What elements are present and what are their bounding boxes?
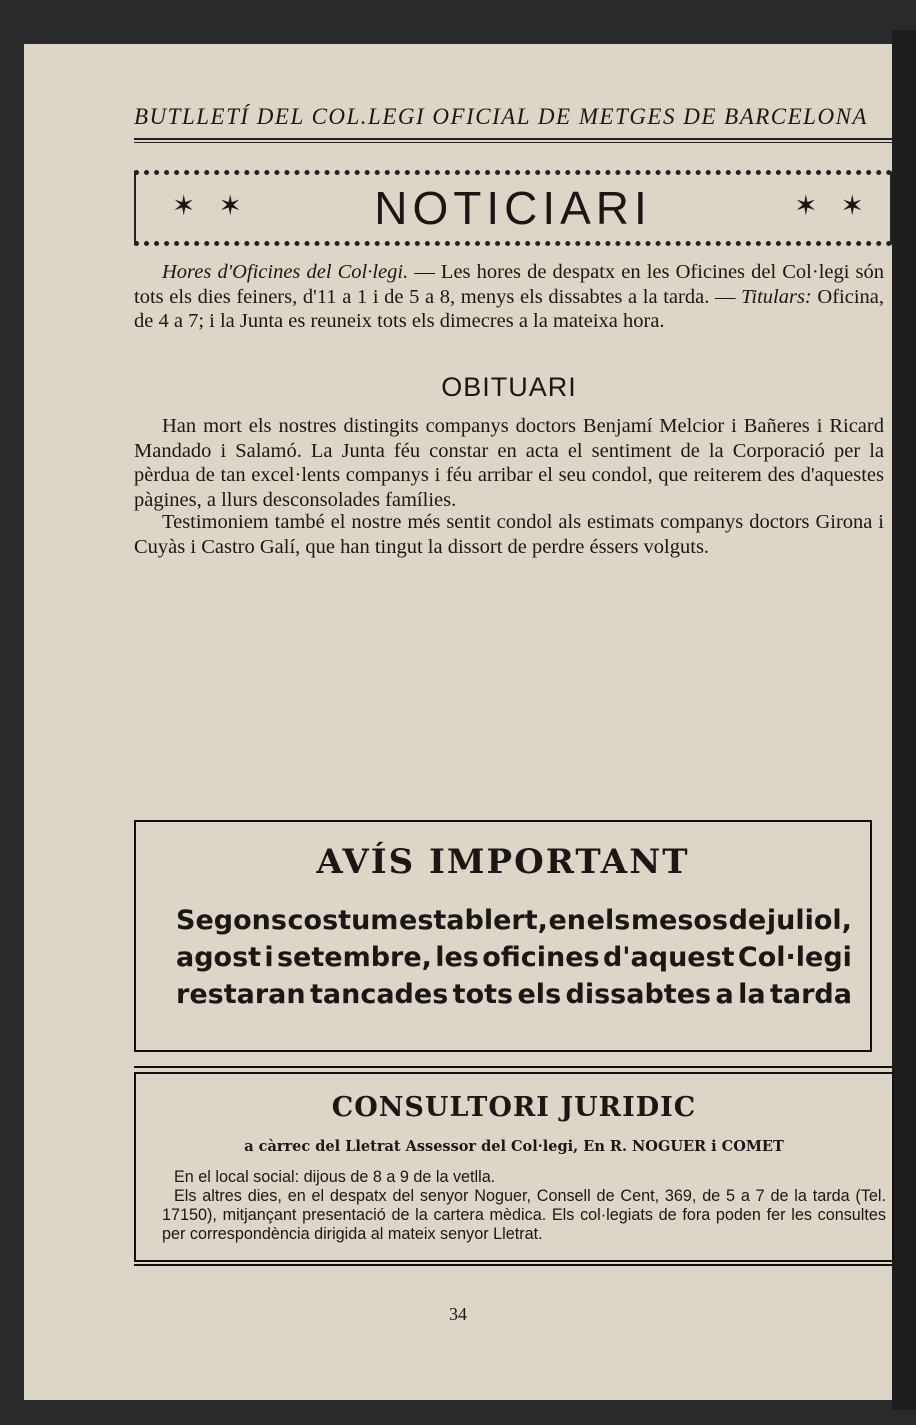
star-ornament-right-icon: ✶ ✶ [794,191,872,222]
notice-word: i [264,942,274,973]
notice-word: Segons [176,905,287,936]
notice-box [134,820,872,1052]
document-page [24,44,892,1400]
notice-line [176,976,852,1013]
notice-word: agost [176,942,262,973]
notice-word: els [517,979,562,1010]
notice-word: mesos [630,905,729,936]
running-header: BUTLLETÍ DEL COL.LEGI OFICIAL DE METGES DE BARCELONA [134,104,868,129]
notice-line [176,939,852,976]
notice-word: la [738,979,766,1010]
office-hours-title: Hores d'Oficines del Col·legi. [162,261,409,283]
consultori-bottom-rule [134,1264,892,1266]
notice-word: oficines [482,942,600,973]
notice-word: dissabtes [565,979,712,1010]
page-number: 34 [449,1304,467,1324]
consultori-line-1: En el local social: dijous de 8 a 9 de la vetlla. [174,1168,496,1186]
office-hours-text: — Les hores de despatx en les Oficines del Col·legi són tots els dies feiners, d'11 a 1 i de 5 a 8, menys els dissabtes a la tarda. — [134,261,885,308]
notice-word: les [435,942,479,973]
consultori-line-2: Els altres dies, en el despatx del senyor Noguer, Consell de Cent, 369, de 5 a 7 de la tarda (Tel. 17150), mitjançant presentació de la cartera mèdica. Els col·legiats de fora poden fer les consultes per correspondència dirigida al mateix senyor Lletrat. [162,1187,886,1243]
consultori-subtitle: a càrrec del Lletrat Assessor del Col·legi, En R. NOGUER i COMET [244,1138,784,1155]
page-edge [892,30,916,1410]
notice-word: a [715,979,734,1010]
titulars-text: Oficina, de 4 a 7; i la Junta es reuneix tots els dimecres a la mateixa hora. [134,285,884,332]
notice-word: tarda [769,979,852,1010]
notice-word: d'aquest [602,942,735,973]
consultori-body [162,1168,886,1244]
obituari-heading: OBITUARI [441,372,577,402]
notice-word: en [548,905,587,936]
obituari-paragraph-1: Han mort els nostres distingits companys doctors Benjamí Melcior i Bañeres i Ricard Mandado i Salamó. La Junta féu constar en acta el sentiment de la Corporació per la pèrdua de tan excel·lents companys i féu arribar el seu condol, que reiterem des d'aquestes pàgines, a llurs desconsolades famílies. [134,415,884,511]
notice-line [176,902,852,939]
notice-word: costum [287,905,399,936]
header-rule [134,138,892,143]
notice-word: tots [452,979,514,1010]
notice-word: Col·legi [737,942,852,973]
notice-word: restaran [176,979,306,1010]
notice-word: de [728,905,767,936]
notice-word: els [586,905,631,936]
notice-title: AVÍS IMPORTANT [316,842,690,882]
notice-word: tancades [309,979,449,1010]
consultori-box [134,1072,894,1262]
notice-body [176,902,852,1013]
section-title: NOTICIARI [374,182,652,234]
notice-word: establert, [399,905,548,936]
office-hours-paragraph [134,260,884,334]
consultori-top-rule [134,1066,892,1068]
notice-word: juliol, [766,905,852,936]
noticiari-banner [134,170,892,246]
obituari-paragraph-2: Testimoniem també el nostre més sentit condol als estimats companys doctors Girona i Cuyàs i Castro Galí, que han tingut la dissort de perdre éssers volguts. [134,511,884,558]
star-ornament-left-icon: ✶ ✶ [172,191,250,222]
titulars-label: Titulars: [741,285,812,308]
consultori-title: CONSULTORI JURIDIC [331,1092,697,1123]
notice-word: setembre, [276,942,432,973]
